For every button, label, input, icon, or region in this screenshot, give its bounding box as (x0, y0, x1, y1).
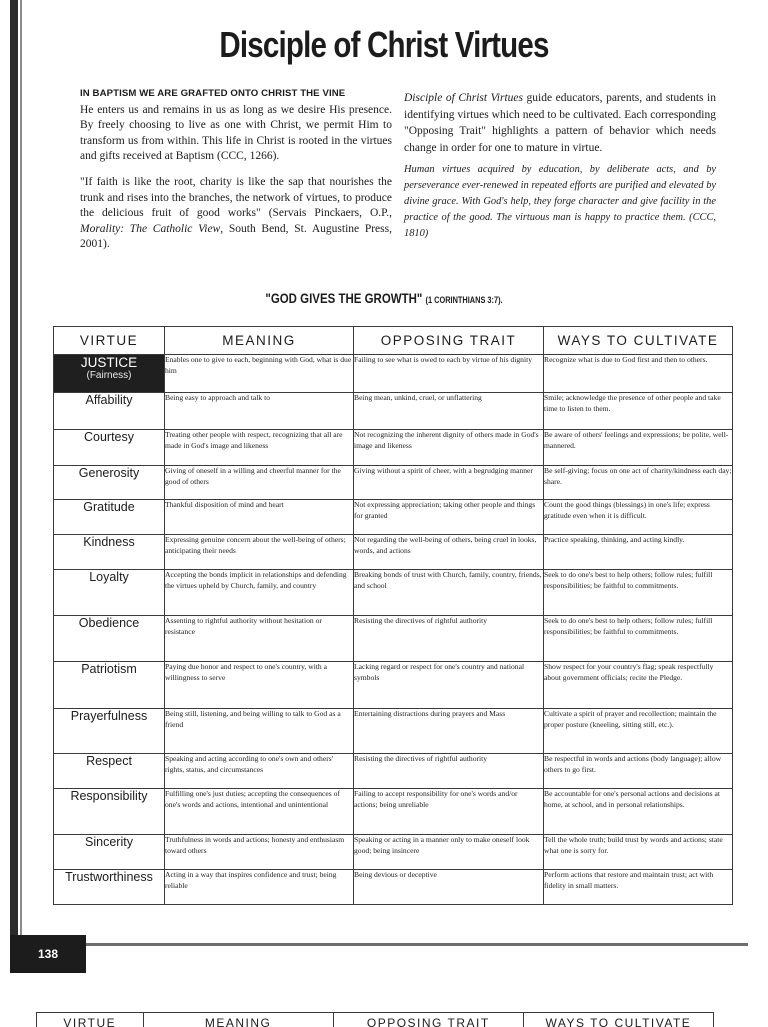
table-row (54, 393, 733, 430)
virtue-name: Obedience (54, 616, 165, 662)
meaning-cell: Accepting the bonds implicit in relationships and defending the virtues upheld by Church, family, and country (165, 570, 354, 616)
virtue-name: Gratitude (54, 500, 165, 535)
opposing-cell: Failing to see what is owed to each by virtue of his dignity (354, 355, 544, 393)
table-row (54, 616, 733, 662)
virtue-name: Sincerity (54, 835, 165, 870)
table-row (54, 870, 733, 905)
virtue-name: Generosity (54, 466, 165, 500)
meaning-cell: Being easy to approach and talk to (165, 393, 354, 430)
opposing-cell: Not expressing appreciation; taking other people and things for granted (354, 500, 544, 535)
virtue-name: Affability (54, 393, 165, 430)
meaning-cell: Paying due honor and respect to one's country, with a willingness to serve (165, 662, 354, 709)
header-ways-to-cultivate: WAYS TO CULTIVATE (544, 327, 733, 355)
virtue-name: JUSTICE (80, 355, 138, 370)
cultivate-cell: Be accountable for one's personal actions and decisions at home, at school, and in personal relationships. (544, 789, 733, 835)
meaning-cell: Assenting to rightful authority without hesitation or resistance (165, 616, 354, 662)
cultivate-cell: Show respect for your country's flag; speak respectfully about government officials; recite the Pledge. (544, 662, 733, 709)
binding-edge (20, 0, 22, 945)
header-opposing-trait: OPPOSING TRAIT (354, 327, 544, 355)
cultivate-cell: Count the good things (blessings) in one's life; express gratitude even when it is difficult. (544, 500, 733, 535)
virtues-table (53, 326, 733, 905)
opposing-cell: Being mean, unkind, cruel, or unflattering (354, 393, 544, 430)
virtue-name: Patriotism (54, 662, 165, 709)
cultivate-cell: Recognize what is due to God first and then to others. (544, 355, 733, 393)
cultivate-cell: Be respectful in words and actions (body language); allow others to go first. (544, 754, 733, 789)
table-row (54, 355, 733, 393)
intro-heading: IN BAPTISM WE ARE GRAFTED ONTO CHRIST THE VINE (80, 88, 346, 99)
meaning-cell: Giving of oneself in a willing and cheerful manner for the good of others (165, 466, 354, 500)
meaning-cell: Being still, listening, and being willing to talk to God as a friend (165, 709, 354, 754)
binding-shadow (10, 0, 18, 945)
opposing-cell: Not regarding the well-being of others, being cruel in looks, words, and actions (354, 535, 544, 570)
quote-text: "If faith is like the root, charity is like the sap that nourishes the trunk and rises into the branches, the network of virtues, to produce the delicious fruit of good works" (Servais Pinckaers, O.P., (80, 175, 392, 220)
cultivate-cell: Practice speaking, thinking, and acting kindly. (544, 535, 733, 570)
virtue-name: Trustworthiness (54, 870, 165, 905)
cultivate-cell: Seek to do one's best to help others; follow rules; fulfill responsibilities; be faithful to commitments. (544, 570, 733, 616)
header-virtue: VIRTUE (54, 327, 165, 355)
opposing-cell: Resisting the directives of rightful authority (354, 754, 544, 789)
virtue-name: Responsibility (54, 789, 165, 835)
meaning-cell: Truthfulness in words and actions; honesty and enthusiasm toward others (165, 835, 354, 870)
meaning-cell: Acting in a way that inspires confidence and trust; being reliable (165, 870, 354, 905)
next-page-header-strip (36, 1012, 714, 1027)
opposing-cell: Resisting the directives of rightful authority (354, 616, 544, 662)
table-row (54, 535, 733, 570)
opposing-cell: Speaking or acting in a manner only to make oneself look good; being insincere (354, 835, 544, 870)
meaning-cell: Fulfilling one's just duties; accepting the consequences of one's words and actions, intentional and unintentional (165, 789, 354, 835)
table-row (54, 500, 733, 535)
virtue-name: Respect (54, 754, 165, 789)
table-row (54, 709, 733, 754)
quote-citation: , South Bend, St. Augustine Press, 2001). (80, 222, 392, 251)
cultivate-cell: Perform actions that restore and maintain trust; act with fidelity in small matters. (544, 870, 733, 905)
meaning-cell: Expressing genuine concern about the well-being of others; anticipating their needs (165, 535, 354, 570)
table-row (54, 430, 733, 466)
purpose-paragraph (404, 90, 716, 156)
tagline-text: "GOD GIVES THE GROWTH" (265, 290, 423, 306)
meaning-cell: Enables one to give to each, beginning with God, what is due him (165, 355, 354, 393)
virtue-subtitle: (Fairness) (86, 370, 132, 381)
next-header-meaning: MEANING (144, 1013, 334, 1027)
meaning-cell: Thankful disposition of mind and heart (165, 500, 354, 535)
next-header-opposing-trait: OPPOSING TRAIT (334, 1013, 524, 1027)
footer-rule (84, 943, 748, 946)
opposing-cell: Lacking regard or respect for one's country and national symbols (354, 662, 544, 709)
cultivate-cell: Be self-giving; focus on one act of charity/kindness each day; share. (544, 466, 733, 500)
intro-right-column (404, 90, 716, 242)
opposing-cell: Entertaining distractions during prayers and Mass (354, 709, 544, 754)
cultivate-cell: Seek to do one's best to help others; follow rules; fulfill responsibilities; be faithful to commitments. (544, 616, 733, 662)
opposing-cell: Being devious or deceptive (354, 870, 544, 905)
meaning-cell: Treating other people with respect, recognizing that all are made in God's image and likeness (165, 430, 354, 466)
table-row (54, 835, 733, 870)
intro-left-column (80, 86, 392, 253)
ccc-quote: Human virtues acquired by education, by deliberate acts, and by perseverance ever-renewed in repeated efforts are purified and elevated by divine grace. With God's help, they forge character and give facility in the practice of the good. The virtuous man is happy to practice them. (CCC, 1810) (404, 164, 716, 239)
intro-paragraph: He enters us and remains in us as long as we desire His presence. By freely choosing to live as one with Christ, we permit Him to transform us from within. This life in Christ is rooted in the virtues and gifts received at Baptism (CCC, 1266). (80, 103, 392, 163)
table-header-row (54, 327, 733, 355)
opposing-cell: Failing to accept responsibility for one's words and/or actions; being unreliable (354, 789, 544, 835)
opposing-cell: Not recognizing the inherent dignity of others made in God's image and likeness (354, 430, 544, 466)
tagline (69, 290, 699, 306)
next-header-virtue: VIRTUE (37, 1013, 144, 1027)
intro-quote (80, 175, 392, 253)
opposing-cell: Breaking bonds of trust with Church, family, country, friends, and school (354, 570, 544, 616)
cultivate-cell: Smile; acknowledge the presence of other people and take time to listen to them. (544, 393, 733, 430)
virtue-name: Kindness (54, 535, 165, 570)
virtue-name: Courtesy (54, 430, 165, 466)
virtue-name: Prayerfulness (54, 709, 165, 754)
purpose-title: Disciple of Christ Virtues (404, 92, 523, 104)
cultivate-cell: Be aware of others' feelings and expressions; be polite, well-mannered. (544, 430, 733, 466)
table-row (54, 662, 733, 709)
purpose-text: guide educators, parents, and students in identifying virtues which need to be cultivated. Each corresponding "Opposing Trait" highlights a pattern of behavior which needs change in order for one to mature in virtue. (404, 92, 716, 154)
virtue-name: Loyalty (54, 570, 165, 616)
virtue-cell (54, 355, 165, 393)
header-meaning: MEANING (165, 327, 354, 355)
quote-book-title: Morality: The Catholic View (80, 222, 221, 235)
page-number: 138 (10, 935, 86, 973)
tagline-reference: (1 CORINTHIANS 3:7). (425, 295, 503, 305)
table-row (54, 754, 733, 789)
opposing-cell: Giving without a spirit of cheer, with a begrudging manner (354, 466, 544, 500)
meaning-cell: Speaking and acting according to one's own and others' rights, status, and circumstances (165, 754, 354, 789)
table-row (54, 570, 733, 616)
table-row (54, 466, 733, 500)
cultivate-cell: Tell the whole truth; build trust by words and actions; state what one is sorry for. (544, 835, 733, 870)
page-title: Disciple of Christ Virtues (219, 24, 549, 65)
table-row (54, 789, 733, 835)
next-header-ways-to-cultivate: WAYS TO CULTIVATE (545, 1016, 692, 1027)
cultivate-cell: Cultivate a spirit of prayer and recollection; maintain the proper posture (kneeling, sitting still, etc.). (544, 709, 733, 754)
